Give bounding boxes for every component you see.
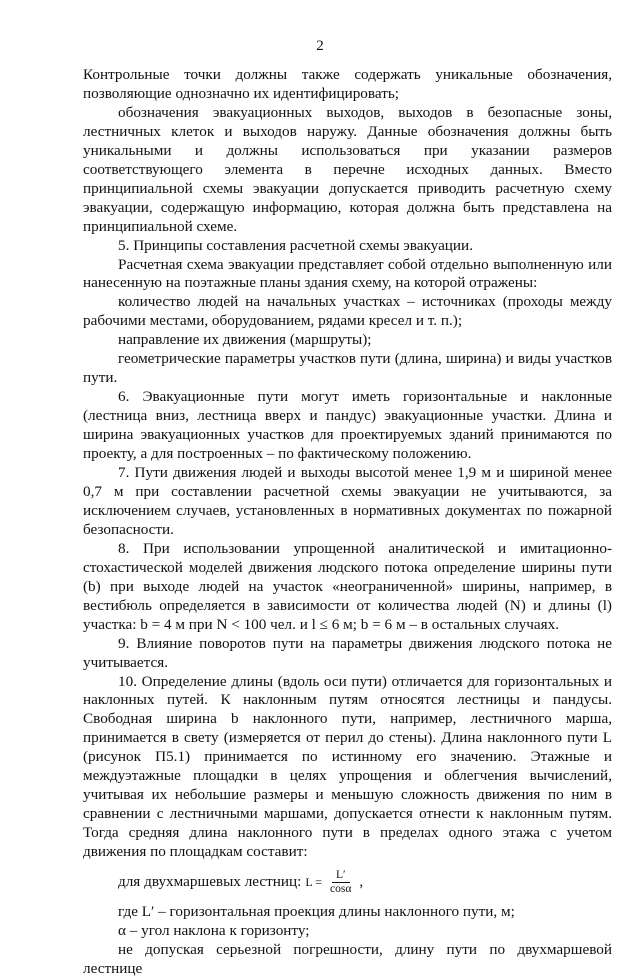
paragraph: α – угол наклона к горизонту; — [118, 921, 310, 939]
body-text — [83, 66, 612, 979]
paragraph: Контрольные точки должны также содержать уникальные обозначения, позволяющие однозначно их идентифицировать; — [83, 66, 612, 102]
paragraph: геометрические параметры участков пути (длина, ширина) и виды участков пути. — [83, 350, 612, 387]
paragraph: направление их движения (маршруты); — [118, 331, 372, 349]
formula-lhs: L = — [305, 874, 323, 889]
paragraph: где L′ – горизонтальная проекция длины наклонного пути, м; — [118, 903, 515, 921]
formula-denominator: cosα — [330, 882, 352, 895]
formula-numerator: L′ — [332, 869, 350, 883]
page-number: 2 — [316, 38, 324, 54]
paragraph: 10. Определение длины (вдоль оси пути) отличается для горизонтальных и наклонных путей. К наклонным путям относятся лестницы и пандусы. Свободная ширина b наклонного пути, например, лестничного марша, принимается в свету (измеряется от перил до стены). Длина наклонного пути L (рисунок П5.1) принимается по истинному его значению. Этажные и междуэтажные площадки в целях упрощения и облегчения вычислений, учитывая их небольшие размеры и меньшую сложность движения по ним в сравнении с лестничными маршами, допускается отнести к наклонным путям. Тогда средняя длина наклонного пути в пределах одного этажа с учетом движения по площадкам составит: — [83, 672, 612, 861]
paragraph: 7. Пути движения людей и выходы высотой менее 1,9 м и шириной менее 0,7 м при составлении расчетной схемы эвакуации не учитываются, за исключением случаев, установленных в нормативных документах по пожарной безопасности. — [83, 464, 612, 538]
paragraph: 9. Влияние поворотов пути на параметры движения людского потока не учитывается. — [83, 634, 612, 671]
formula-fraction — [326, 869, 355, 896]
formula-trail: , — [359, 872, 364, 890]
formula-lead: для двухмаршевых лестниц: — [118, 872, 302, 890]
paragraph: 8. При использовании упрощенной аналитической и имитационно-стохастической моделей движения людского потока определение ширины пути (b) при выходе людей на участок «неограниченной» ширины, например, в вестибюль определяется в зависимости от количества людей (N) и длины (l) участка: b = 4 м при N < 100 чел. и l ≤ 6 м; b = 6 м – в остальных случаях. — [83, 539, 612, 633]
paragraph: Расчетная схема эвакуации представляет собой отдельно выполненную или нанесенную на поэтажные планы здания схему, на которой отражены: — [83, 255, 612, 292]
paragraph: не допуская серьезной погрешности, длину пути по двухмаршевой лестнице — [83, 940, 612, 977]
paragraph: количество людей на начальных участках – источниках (проходы между рабочими местами, оборудованием, рядами кресел и т. п.); — [83, 293, 612, 330]
formula-line — [83, 865, 612, 899]
paragraph: обозначения эвакуационных выходов, выходов в безопасные зоны, лестничных клеток и выходов наружу. Данные обозначения должны быть уникальными и должны использоваться при указании размеров соответствующего элемента в перечне исходных данных. Вместо принципиальной схемы эвакуации допускается приводить расчетную схему эвакуации, содержащую информацию, которая должна быть представлена на принципиальной схеме. — [83, 103, 612, 235]
section-heading: 5. Принципы составления расчетной схемы эвакуации. — [118, 236, 473, 254]
paragraph: 6. Эвакуационные пути могут иметь горизонтальные и наклонные (лестница вниз, лестница вверх и пандус) эвакуационные участки. Длина и ширина эвакуационных участков для проектируемых зданий принимаются по проекту, а для построенных – по фактическому положению. — [83, 388, 612, 463]
